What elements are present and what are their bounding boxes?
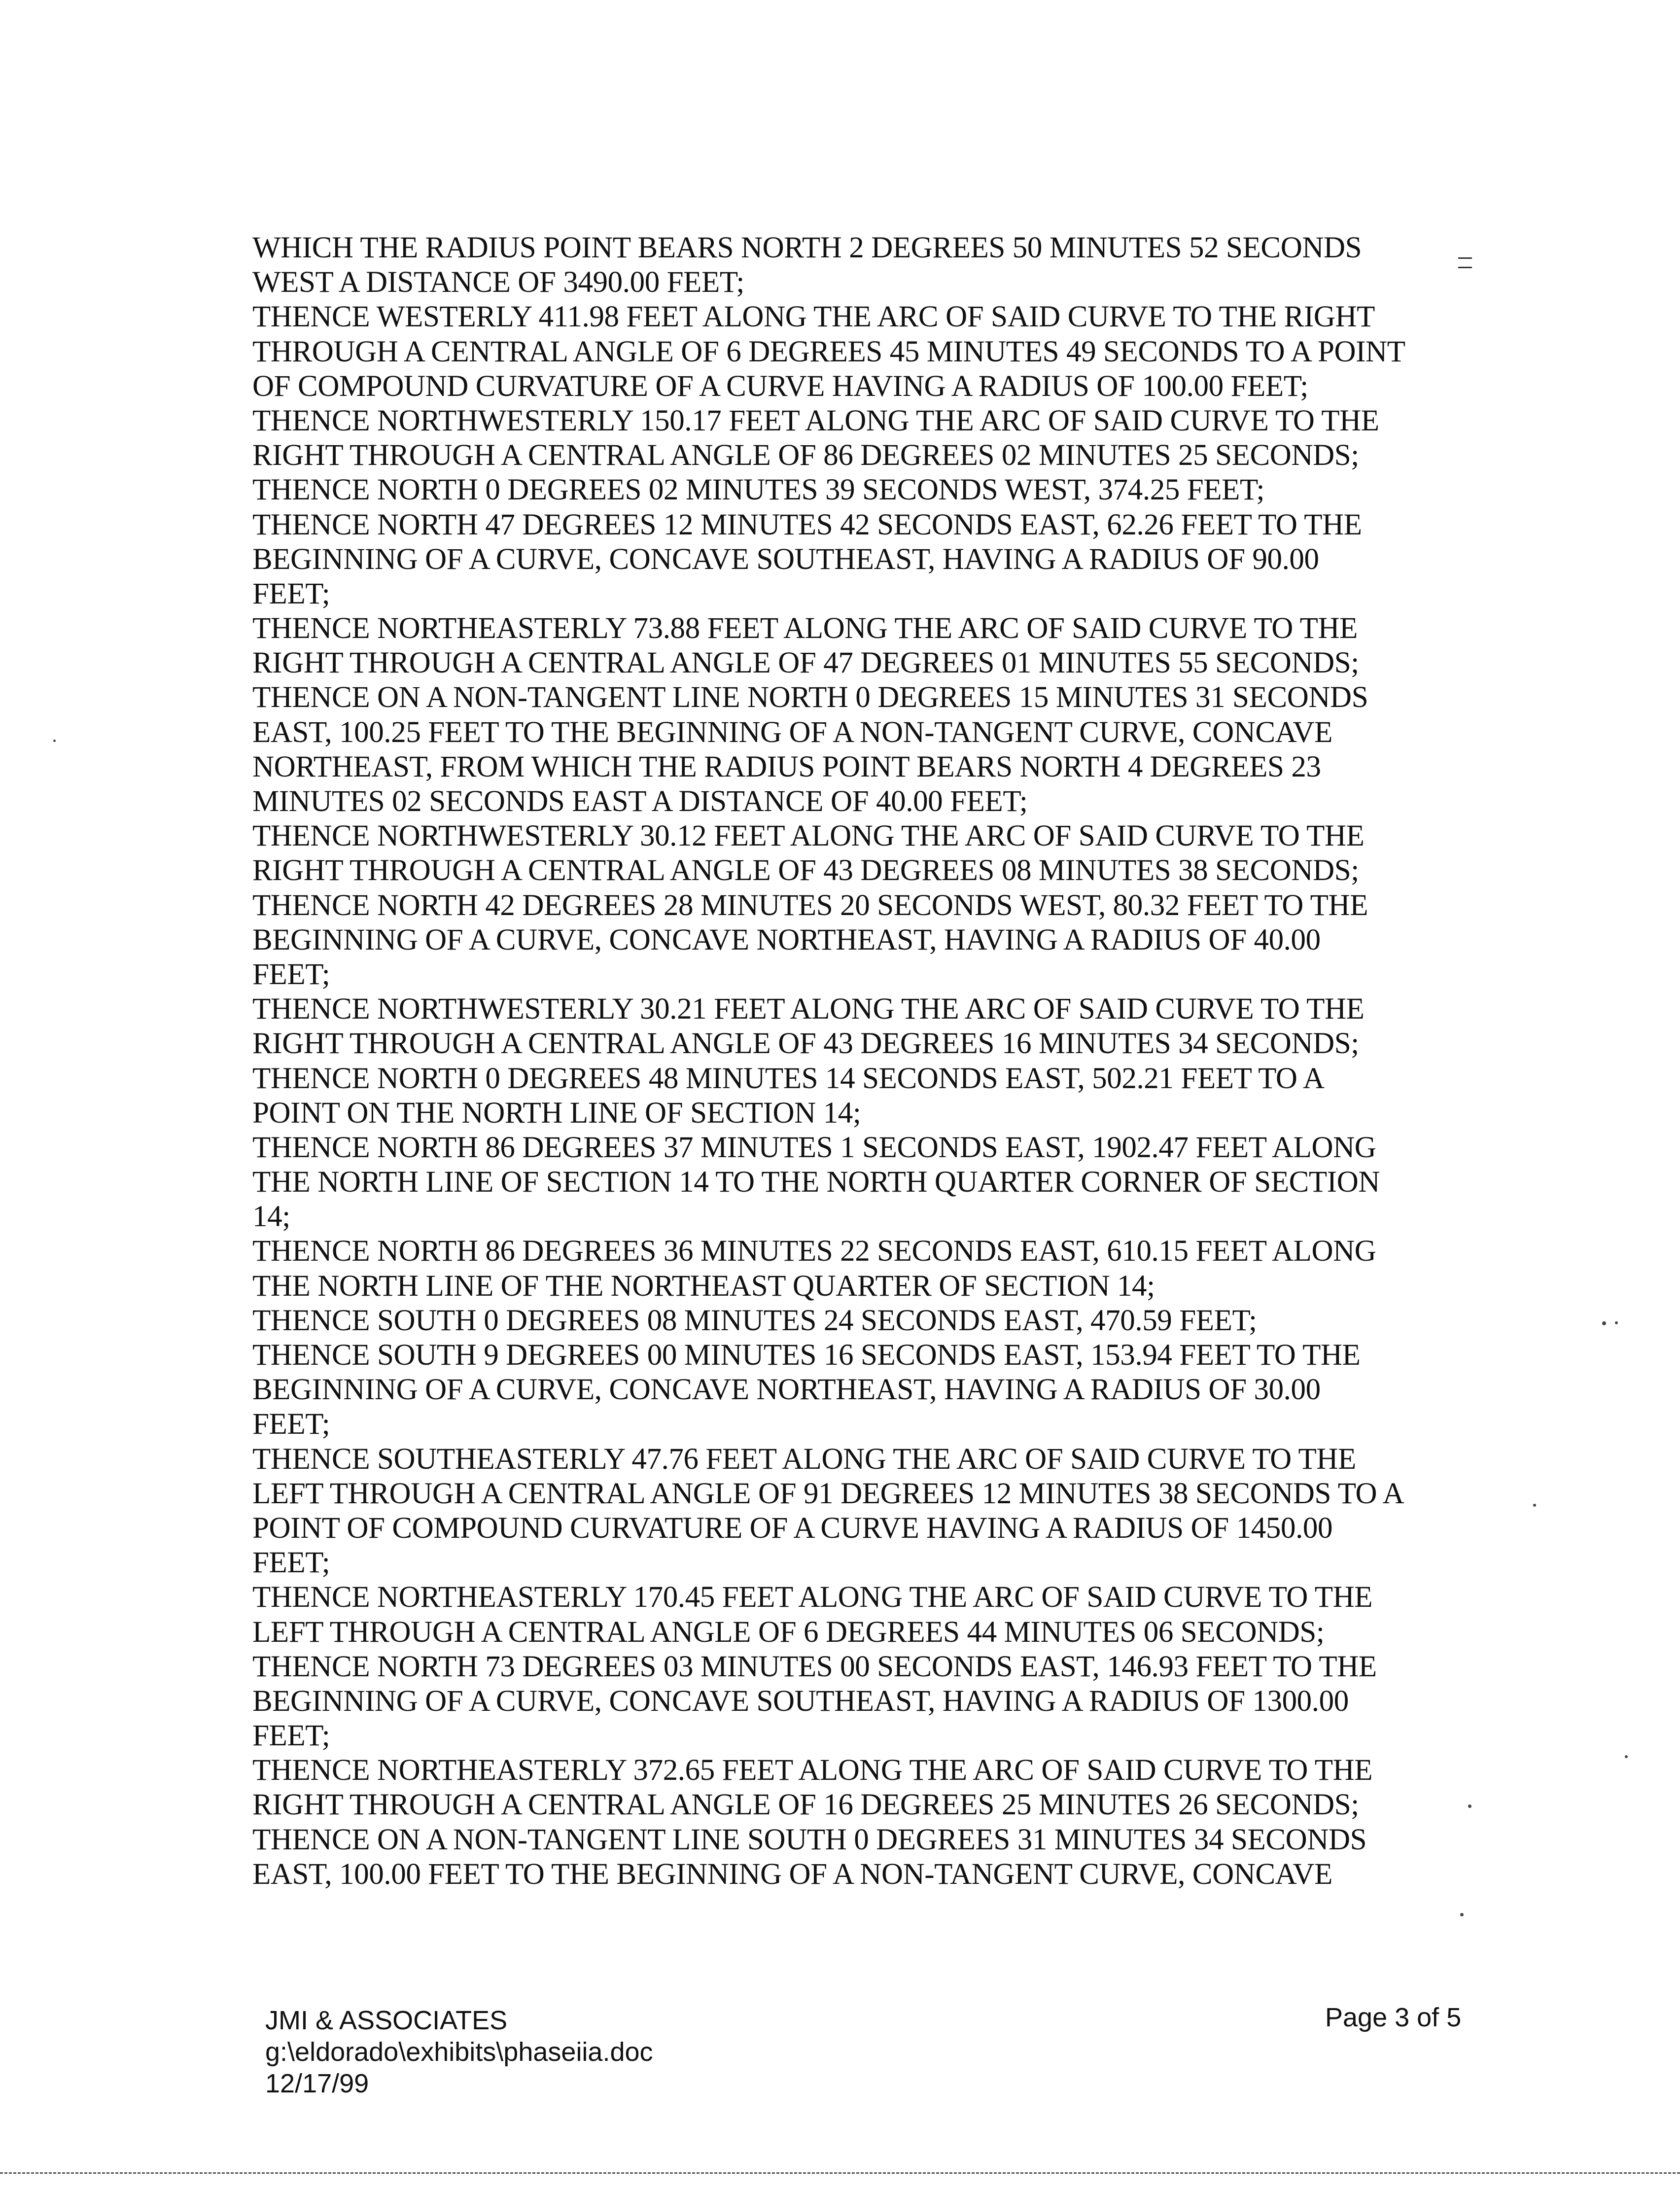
body-line: MINUTES 02 SECONDS EAST A DISTANCE OF 40.00 FEET; xyxy=(252,785,1028,818)
body-line: LEFT THROUGH A CENTRAL ANGLE OF 91 DEGREES 12 MINUTES 38 SECONDS TO A xyxy=(252,1477,1404,1510)
scan-speck xyxy=(1625,1755,1628,1758)
body-line: LEFT THROUGH A CENTRAL ANGLE OF 6 DEGREES 44 MINUTES 06 SECONDS; xyxy=(252,1615,1325,1649)
body-line: THE NORTH LINE OF THE NORTHEAST QUARTER OF SECTION 14; xyxy=(252,1269,1155,1303)
body-line: BEGINNING OF A CURVE, CONCAVE NORTHEAST, HAVING A RADIUS OF 40.00 xyxy=(252,923,1321,956)
scan-speck xyxy=(1468,1804,1471,1808)
body-line: THENCE NORTHWESTERLY 30.21 FEET ALONG THE ARC OF SAID CURVE TO THE xyxy=(252,992,1365,1026)
body-line: THENCE NORTH 42 DEGREES 28 MINUTES 20 SECONDS WEST, 80.32 FEET TO THE xyxy=(252,888,1368,922)
body-line: RIGHT THROUGH A CENTRAL ANGLE OF 43 DEGREES 16 MINUTES 34 SECONDS; xyxy=(252,1027,1359,1061)
scan-speck xyxy=(1615,1321,1618,1324)
body-line: THROUGH A CENTRAL ANGLE OF 6 DEGREES 45 MINUTES 49 SECONDS TO A POINT xyxy=(252,335,1405,368)
footer-file-path: g:\eldorado\exhibits\phaseiia.doc xyxy=(265,2037,653,2067)
body-line: EAST, 100.00 FEET TO THE BEGINNING OF A NON-TANGENT CURVE, CONCAVE xyxy=(252,1857,1332,1891)
body-line: THENCE SOUTH 9 DEGREES 00 MINUTES 16 SECONDS EAST, 153.94 FEET TO THE xyxy=(252,1339,1361,1372)
body-line: THENCE NORTH 86 DEGREES 37 MINUTES 1 SECONDS EAST, 1902.47 FEET ALONG xyxy=(252,1131,1376,1164)
body-line: THENCE NORTHWESTERLY 150.17 FEET ALONG THE ARC OF SAID CURVE TO THE xyxy=(252,404,1379,437)
bottom-rule xyxy=(0,2172,1680,2174)
scan-speck xyxy=(1602,1321,1606,1325)
body-line: 14; xyxy=(252,1200,290,1234)
body-line: OF COMPOUND CURVATURE OF A CURVE HAVING A RADIUS OF 100.00 FEET; xyxy=(252,369,1308,403)
page-footer xyxy=(265,2005,653,2099)
body-line: POINT OF COMPOUND CURVATURE OF A CURVE HAVING A RADIUS OF 1450.00 xyxy=(252,1511,1333,1545)
body-line: RIGHT THROUGH A CENTRAL ANGLE OF 43 DEGREES 08 MINUTES 38 SECONDS; xyxy=(252,854,1359,887)
body-line: THENCE WESTERLY 411.98 FEET ALONG THE ARC OF SAID CURVE TO THE RIGHT xyxy=(252,300,1375,334)
body-line: FEET; xyxy=(252,577,330,610)
body-line: THENCE NORTHEASTERLY 73.88 FEET ALONG THE ARC OF SAID CURVE TO THE xyxy=(252,612,1358,645)
scan-speck xyxy=(1533,1504,1536,1507)
body-line: THENCE NORTH 47 DEGREES 12 MINUTES 42 SECONDS EAST, 62.26 FEET TO THE xyxy=(252,508,1362,541)
body-line: THENCE SOUTHEASTERLY 47.76 FEET ALONG THE ARC OF SAID CURVE TO THE xyxy=(252,1442,1356,1476)
body-line: WHICH THE RADIUS POINT BEARS NORTH 2 DEGREES 50 MINUTES 52 SECONDS xyxy=(252,231,1362,264)
body-line: POINT ON THE NORTH LINE OF SECTION 14; xyxy=(252,1096,861,1130)
body-line: BEGINNING OF A CURVE, CONCAVE NORTHEAST, HAVING A RADIUS OF 30.00 xyxy=(252,1373,1321,1407)
body-line: NORTHEAST, FROM WHICH THE RADIUS POINT BEARS NORTH 4 DEGREES 23 xyxy=(252,750,1321,783)
body-line: THENCE NORTHEASTERLY 170.45 FEET ALONG THE ARC OF SAID CURVE TO THE xyxy=(252,1581,1373,1614)
scan-speck xyxy=(53,740,56,742)
body-line: FEET; xyxy=(252,957,330,991)
scan-speck xyxy=(1460,1913,1464,1916)
body-line: THENCE SOUTH 0 DEGREES 08 MINUTES 24 SECONDS EAST, 470.59 FEET; xyxy=(252,1304,1257,1337)
body-line: RIGHT THROUGH A CENTRAL ANGLE OF 86 DEGREES 02 MINUTES 25 SECONDS; xyxy=(252,439,1359,472)
body-line: EAST, 100.25 FEET TO THE BEGINNING OF A NON-TANGENT CURVE, CONCAVE xyxy=(252,715,1332,749)
body-line: RIGHT THROUGH A CENTRAL ANGLE OF 16 DEGREES 25 MINUTES 26 SECONDS; xyxy=(252,1788,1359,1822)
body-line: THENCE NORTH 86 DEGREES 36 MINUTES 22 SECONDS EAST, 610.15 FEET ALONG xyxy=(252,1235,1376,1268)
body-line: BEGINNING OF A CURVE, CONCAVE SOUTHEAST, HAVING A RADIUS OF 90.00 xyxy=(252,542,1319,576)
body-line: THE NORTH LINE OF SECTION 14 TO THE NORTH QUARTER CORNER OF SECTION xyxy=(252,1166,1380,1199)
body-line: FEET; xyxy=(252,1408,330,1441)
body-line: RIGHT THROUGH A CENTRAL ANGLE OF 47 DEGREES 01 MINUTES 55 SECONDS; xyxy=(252,646,1359,680)
body-line: THENCE ON A NON-TANGENT LINE SOUTH 0 DEGREES 31 MINUTES 34 SECONDS xyxy=(252,1823,1367,1856)
body-line: BEGINNING OF A CURVE, CONCAVE SOUTHEAST, HAVING A RADIUS OF 1300.00 xyxy=(252,1684,1349,1718)
legal-description-body xyxy=(252,231,1514,1892)
body-line: THENCE NORTH 73 DEGREES 03 MINUTES 00 SECONDS EAST, 146.93 FEET TO THE xyxy=(252,1650,1377,1683)
body-line: WEST A DISTANCE OF 3490.00 FEET; xyxy=(252,266,744,299)
page-number: Page 3 of 5 xyxy=(1325,2003,1462,2032)
body-line: THENCE NORTHEASTERLY 372.65 FEET ALONG THE ARC OF SAID CURVE TO THE xyxy=(252,1754,1373,1787)
footer-company: JMI & ASSOCIATES xyxy=(265,2006,508,2035)
body-line: THENCE NORTH 0 DEGREES 02 MINUTES 39 SECONDS WEST, 374.25 FEET; xyxy=(252,473,1265,507)
body-line: THENCE NORTH 0 DEGREES 48 MINUTES 14 SECONDS EAST, 502.21 FEET TO A xyxy=(252,1061,1325,1095)
body-line: FEET; xyxy=(252,1546,330,1580)
body-line: THENCE ON A NON-TANGENT LINE NORTH 0 DEGREES 15 MINUTES 31 SECONDS xyxy=(252,681,1368,714)
body-line: THENCE NORTHWESTERLY 30.12 FEET ALONG THE ARC OF SAID CURVE TO THE xyxy=(252,819,1365,853)
body-line: FEET; xyxy=(252,1719,330,1753)
footer-date: 12/17/99 xyxy=(265,2069,369,2098)
